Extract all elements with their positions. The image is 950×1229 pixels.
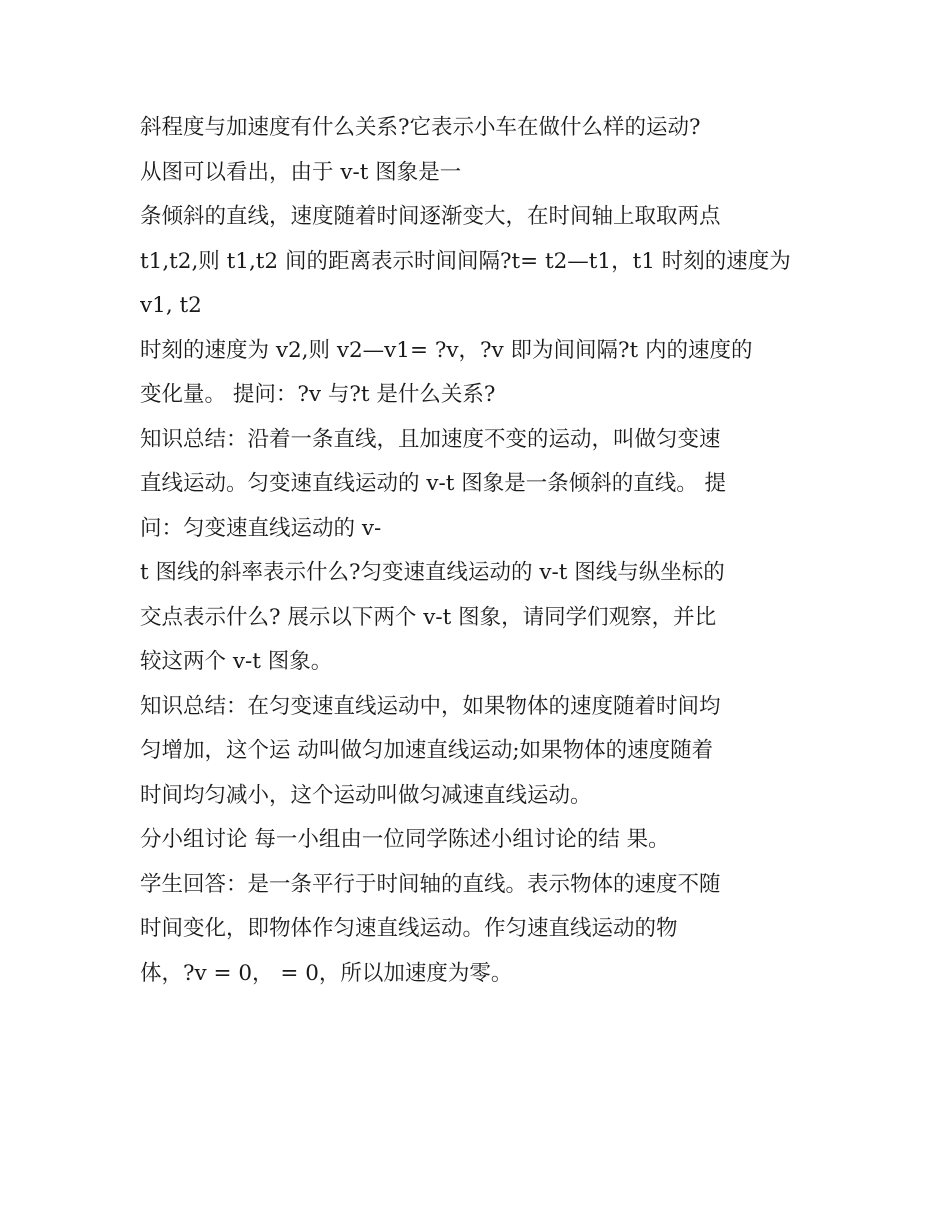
text-line: 时间均匀减小，这个运动叫做匀减速直线运动。 [140, 782, 592, 808]
text-line: 体，?v = 0， = 0，所以加速度为零。 [140, 960, 513, 986]
text-line: 斜程度与加速度有什么关系?它表示小车在做什么样的运动? [140, 115, 701, 140]
text-line: 直线运动。匀变速直线运动的 v-t 图象是一条倾斜的直线。 提 [140, 471, 727, 496]
text-line: 时间变化，即物体作匀速直线运动。作匀速直线运动的物 [140, 916, 678, 941]
text-line: 较这两个 v-t 图象。 [140, 649, 333, 674]
text-line: t 图线的斜率表示什么?匀变速直线运动的 v-t 图线与纵坐标的 [140, 560, 725, 585]
text-line: 从图可以看出，由于 v-t 图象是一 [140, 159, 462, 185]
text-line: 变化量。 提问：?v 与?t 是什么关系? [140, 382, 496, 407]
text-line: 交点表示什么? 展示以下两个 v-t 图象，请同学们观察，并比 [140, 604, 717, 630]
body-text [140, 106, 830, 996]
text-line: 分小组讨论 每一小组由一位同学陈述小组讨论的结 果。 [140, 827, 670, 852]
text-line: 匀增加，这个运 动叫做匀加速直线运动;如果物体的速度随着 [140, 738, 714, 763]
text-line: 知识总结：沿着一条直线，且加速度不变的运动，叫做匀变速 [140, 426, 721, 452]
text-line: 学生回答：是一条平行于时间轴的直线。表示物体的速度不随 [140, 871, 721, 897]
text-line: v1, t2 [140, 293, 202, 318]
text-line: 时刻的速度为 v2,则 v2—v1= ?v，?v 即为间间隔?t 内的速度的 [140, 337, 753, 363]
text-line: 问：匀变速直线运动的 v- [140, 515, 382, 541]
text-line: t1,t2,则 t1,t2 间的距离表示时间间隔?t= t2—t1，t1 时刻的速度为 [140, 248, 791, 274]
text-line: 知识总结：在匀变速直线运动中，如果物体的速度随着时间均 [140, 693, 721, 719]
text-line: 条倾斜的直线，速度随着时间逐渐变大，在时间轴上取取两点 [140, 204, 721, 229]
